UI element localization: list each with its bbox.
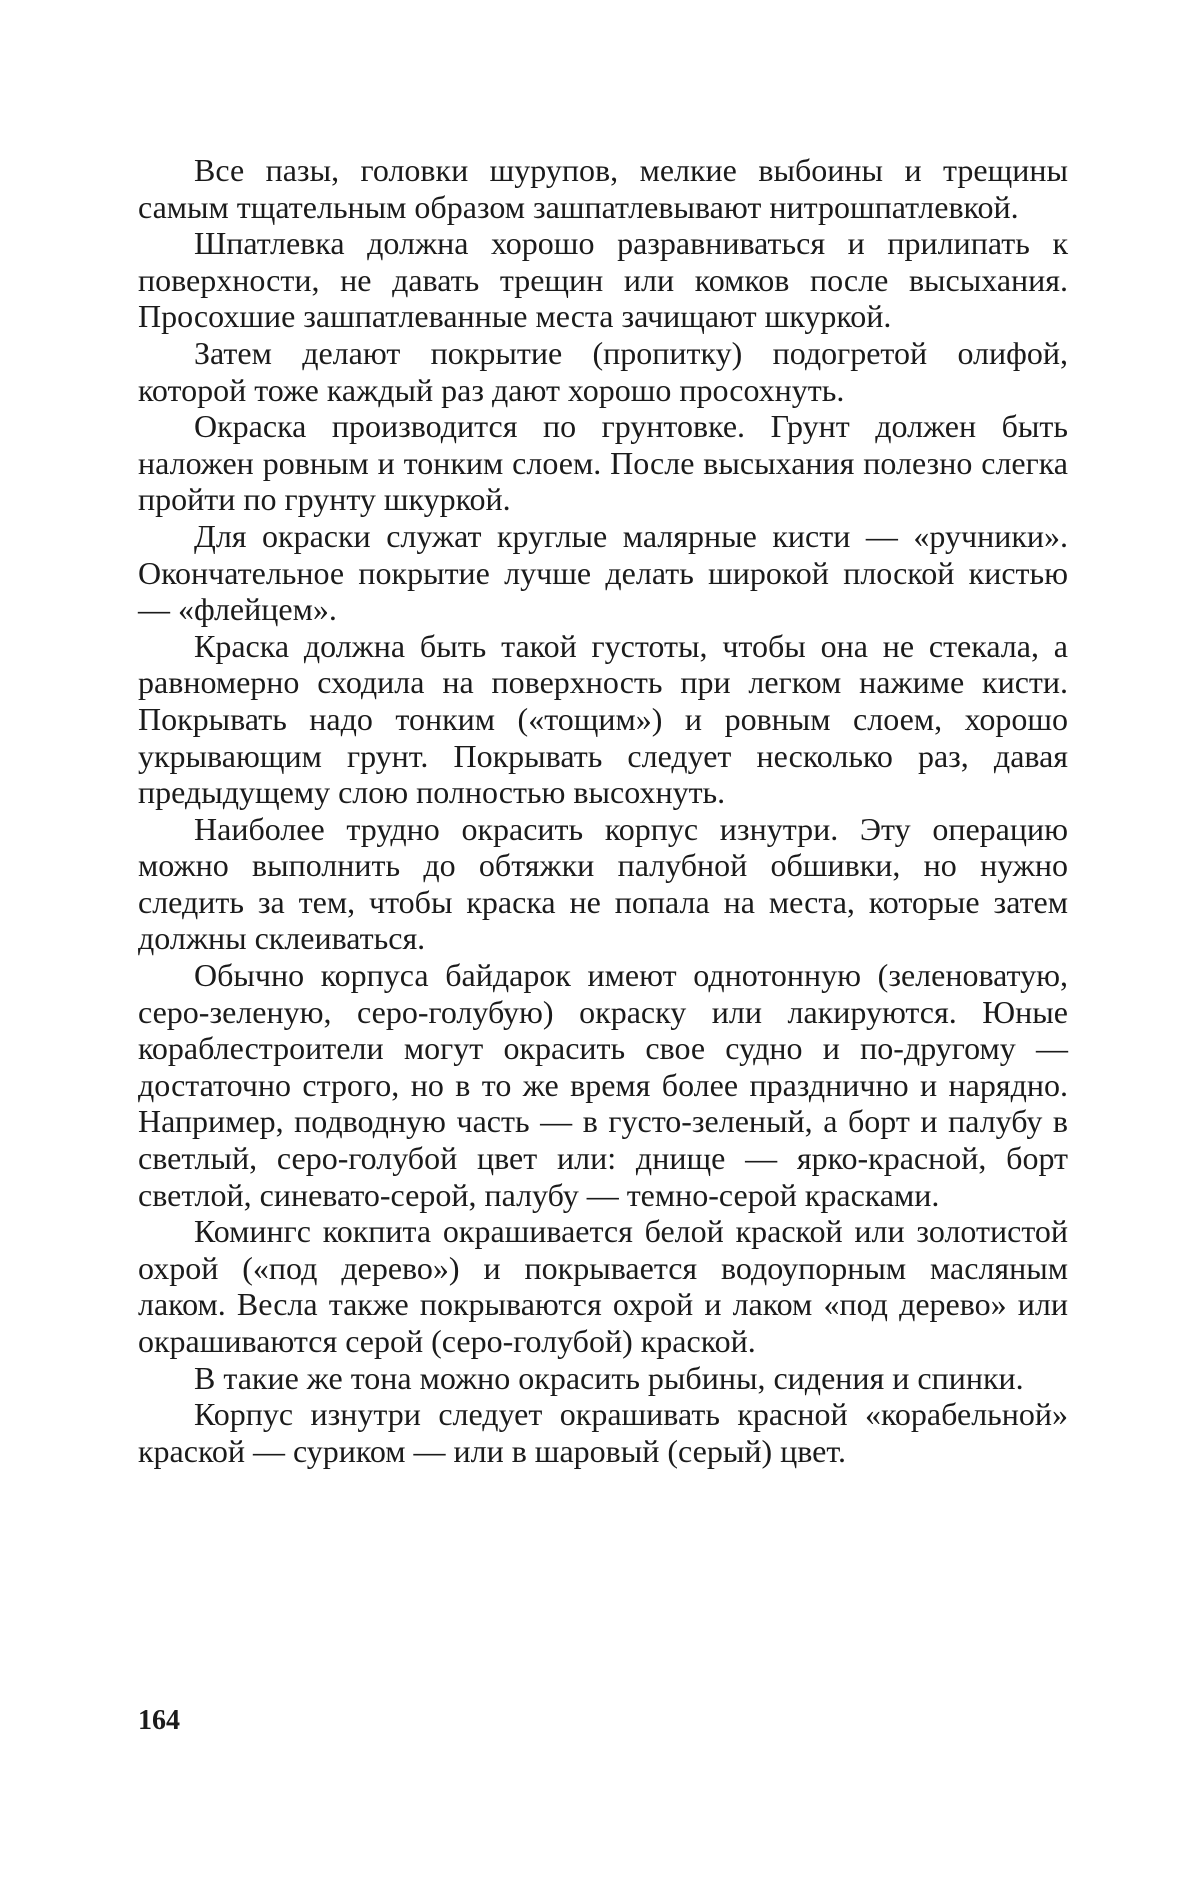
paragraph-1: Все пазы, головки шурупов, мелкие выбоины и трещины самым тщательным образом зашпатлевывают нитрошпатлевкой. <box>138 152 1068 225</box>
paragraph-4: Окраска производится по грунтовке. Грунт должен быть наложен ровным и тонким слоем. После высыхания полезно слегка пройти по грунту шкуркой. <box>138 408 1068 518</box>
paragraph-5: Для окраски служат круглые малярные кисти — «ручники». Окончательное покрытие лучше делать широкой плоской кистью — «флейцем». <box>138 517 1068 628</box>
page-number: 164 <box>138 1705 180 1736</box>
paragraph-3: Затем делают покрытие (пропитку) подогретой олифой, которой тоже каждый раз дают хорошо просохнуть. <box>138 334 1068 408</box>
paragraph-7: Наиболее трудно окрасить корпус изнутри. Эту операцию можно выполнить до обтяжки палубной обшивки, но нужно следить за тем, чтобы краска не попала на места, которые затем должны склеиваться. <box>138 810 1068 957</box>
paragraph-11: Корпус изнутри следует окрашивать красной «корабельной» краской — суриком — или в шаровый (серый) цвет. <box>138 1396 1068 1469</box>
paragraph-8: Обычно корпуса байдарок имеют однотонную (зеленоватую, серо-зеленую, серо-голубую) окраску или лакируются. Юные кораблестроители могут окрасить свое судно и по-другому — достаточно строго, но в то же время более празднично и нарядно. Например, подводную часть — в густо-зеленый, а борт и палубу в светлый, серо-голубой цвет или: днище — ярко-красной, борт светлой, синевато-серой, палубу — темно-серой красками. <box>138 957 1068 1213</box>
paragraph-10: В такие же тона можно окрасить рыбины, сидения и спинки. <box>194 1359 1024 1396</box>
paragraph-9: Комингс кокпита окрашивается белой краской или золотистой охрой («под дерево») и покрывается водоупорным масляным лаком. Весла также покрываются охрой и лаком «под дерево» или окрашиваются серой (серо-голубой) краской. <box>138 1213 1068 1359</box>
paragraph-2: Шпатлевка должна хорошо разравниваться и прилипать к поверхности, не давать трещин или комков после высыхания. Просохшие зашпатлеванные места зачищают шкуркой. <box>138 225 1068 335</box>
body-text <box>138 152 1068 1469</box>
paragraph-6: Краска должна быть такой густоты, чтобы она не стекала, а равномерно сходила на поверхность при легком нажиме кисти. Покрывать надо тонким («тощим») и ровным слоем, хорошо укрывающим грунт. Покрывать следует несколько раз, давая предыдущему слою полностью высохнуть. <box>138 627 1068 811</box>
